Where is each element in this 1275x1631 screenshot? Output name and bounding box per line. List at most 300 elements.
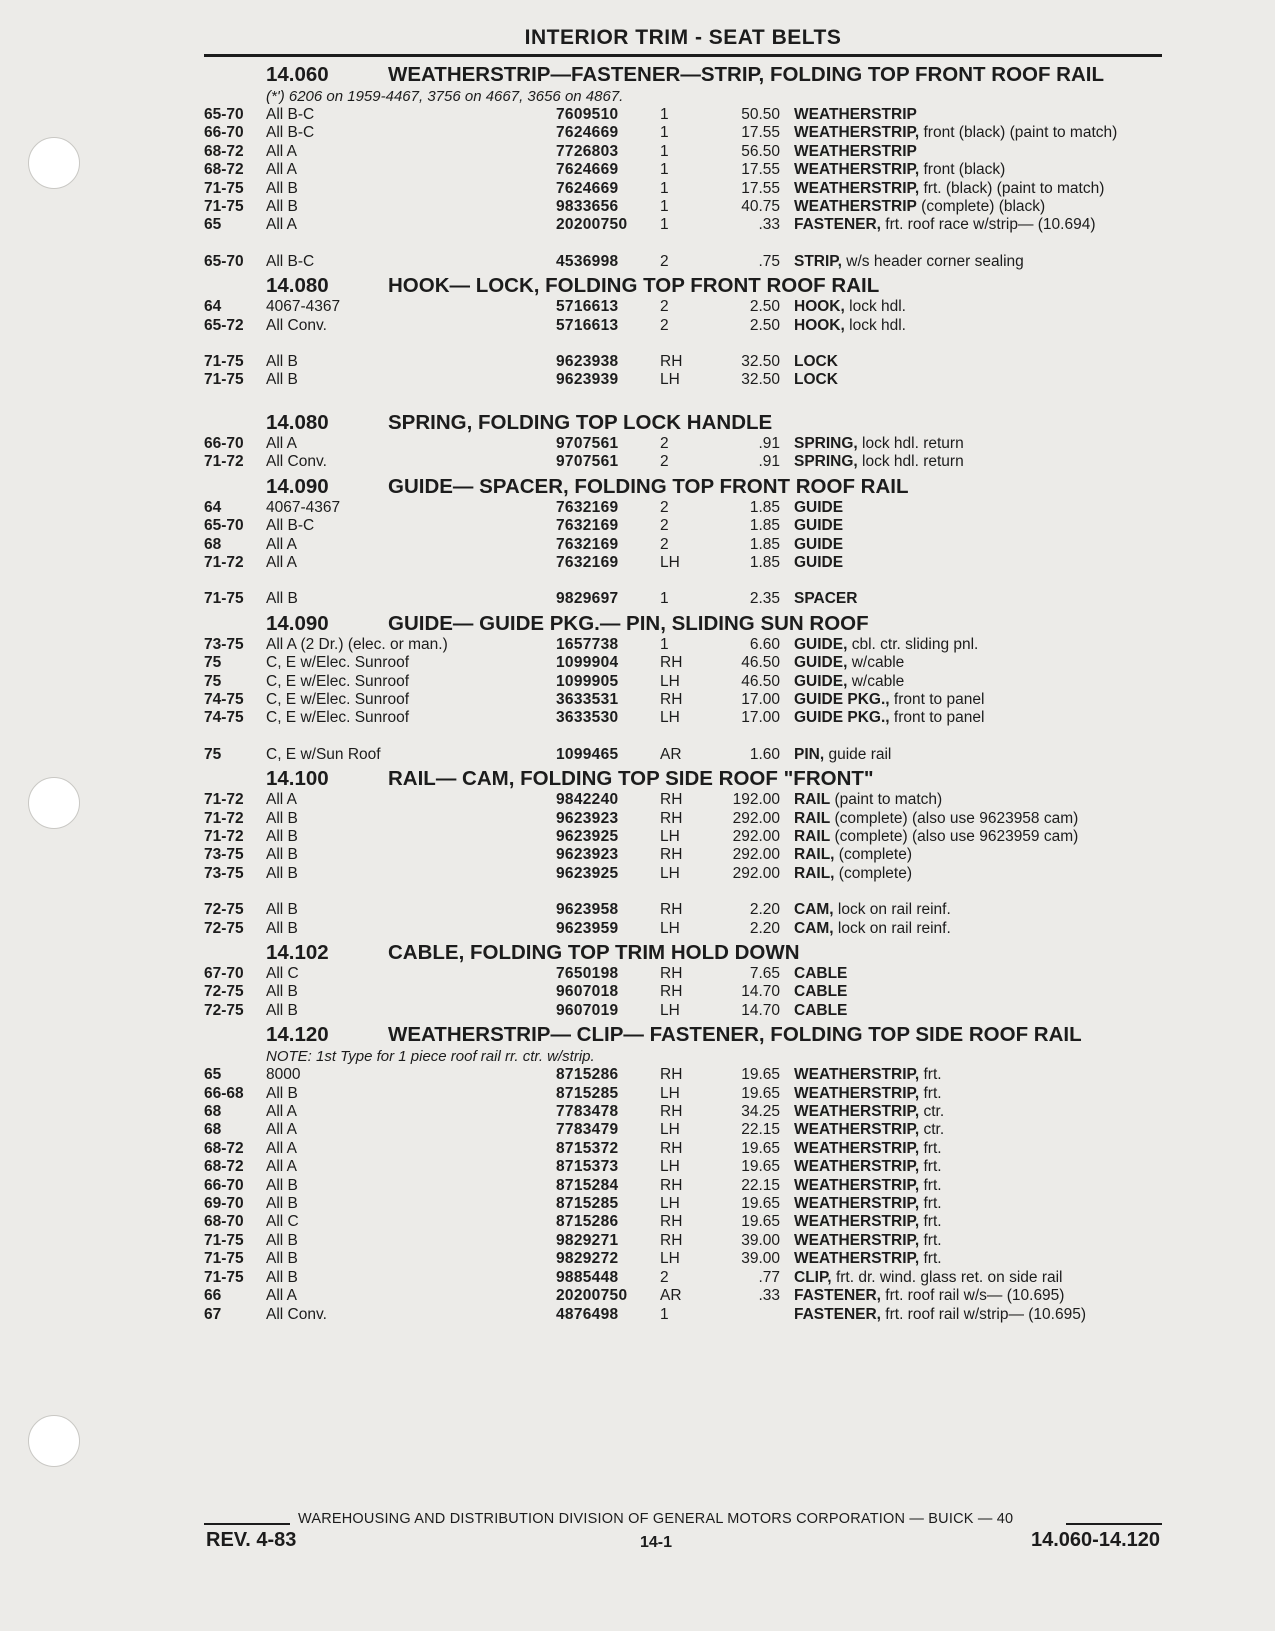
part-name: WEATHERSTRIP, [794,1121,920,1139]
model-code: C, E w/Elec. Sunroof [266,672,410,690]
model-year: 68 [204,535,222,553]
section-number: 14.080 [266,410,329,434]
model-code: All B [266,179,298,197]
part-detail: (complete) [838,846,912,864]
quantity: 2 [660,535,669,553]
price: 2.20 [749,919,780,937]
quantity: LH [660,827,680,845]
part-description [794,709,1162,727]
binder-hole [28,137,80,189]
part-name: WEATHERSTRIP, [794,1176,920,1194]
price: 2.50 [749,298,780,316]
part-description [794,691,1162,709]
section-title: SPRING, FOLDING TOP LOCK HANDLE [388,410,773,434]
quantity: 2 [660,453,669,471]
model-code: C, E w/Elec. Sunroof [266,709,410,727]
part-description [794,536,1162,554]
part-row [204,499,1162,517]
part-name: GUIDE [794,498,844,516]
part-row [204,746,1162,764]
row-spacer [204,335,1162,353]
model-year: 68-72 [204,1139,244,1157]
price: .33 [758,1287,780,1305]
section-heading [204,768,1162,789]
quantity: LH [660,1084,680,1102]
part-row [204,1306,1162,1324]
quantity: 2 [660,252,669,270]
part-description [794,1121,1162,1139]
part-description [794,1195,1162,1213]
model-year: 74-75 [204,709,244,727]
quantity: RH [660,654,683,672]
part-row [204,846,1162,864]
model-year: 72-75 [204,1001,244,1019]
part-row [204,435,1162,453]
part-name: WEATHERSTRIP, [794,1103,920,1121]
price: 56.50 [741,142,780,160]
part-detail: frt. roof rail w/s— (10.695) [885,1287,1065,1305]
part-detail: frt. roof race w/strip— (10.694) [885,216,1096,234]
part-detail: frt. [923,1250,942,1268]
quantity: 1 [660,106,669,123]
section-number: 14.090 [266,474,329,498]
part-number: 7783479 [556,1121,619,1139]
part-number: 1099904 [556,654,619,672]
price: 46.50 [741,672,780,690]
section-title: GUIDE— GUIDE PKG.— PIN, SLIDING SUN ROOF [388,611,869,635]
part-number: 5716613 [556,298,619,316]
price: .33 [758,216,780,234]
part-number: 1099465 [556,745,619,763]
model-code: All B [266,1231,298,1249]
part-name: FASTENER, [794,216,881,234]
part-row [204,901,1162,919]
section-title: HOOK— LOCK, FOLDING TOP FRONT ROOF RAIL [388,274,880,298]
quantity: RH [660,965,683,982]
model-year: 68 [204,1121,222,1139]
part-row [204,453,1162,471]
model-code: All A [266,553,298,571]
part-number: 9607019 [556,1001,619,1019]
model-code: All B [266,1268,298,1286]
part-description [794,435,1162,453]
part-detail: frt. [923,1158,942,1176]
part-number: 9829271 [556,1231,619,1249]
quantity: RH [660,1103,683,1121]
part-detail: (complete) (black) [921,198,1046,216]
quantity: LH [660,1195,680,1213]
model-year: 73-75 [204,635,244,653]
model-code: All A [266,434,298,452]
part-name: WEATHERSTRIP [794,198,917,216]
model-year: 72-75 [204,983,244,1001]
part-name: RAIL, [794,846,835,864]
price: 14.70 [741,1001,780,1019]
footer-publisher: WAREHOUSING AND DISTRIBUTION DIVISION OF GENERAL MOTORS CORPORATION — BUICK — 40 [298,1511,1014,1527]
model-code: All B-C [266,124,315,142]
quantity: RH [660,1176,683,1194]
part-row [204,1177,1162,1195]
model-code: All B [266,827,298,845]
row-spacer [204,235,1162,253]
model-year: 71-75 [204,1268,244,1286]
model-year: 67 [204,1305,222,1323]
part-description [794,1250,1162,1268]
model-code: All B [266,1176,298,1194]
model-code: All B [266,1195,298,1213]
part-number: 3633530 [556,709,619,727]
part-description [794,453,1162,471]
price: 7.65 [749,965,780,982]
part-name: GUIDE [794,517,844,535]
price: 1.60 [749,745,780,763]
part-detail: lock hdl. [849,316,906,334]
part-number: 4536998 [556,252,619,270]
price: 292.00 [732,827,780,845]
model-code: All C [266,1213,299,1231]
part-description [794,1232,1162,1250]
model-code: All A [266,216,298,234]
price: 292.00 [732,846,780,864]
part-row [204,317,1162,335]
part-number: 20200750 [556,1287,628,1305]
part-description [794,1140,1162,1158]
quantity: 1 [660,142,669,160]
part-description [794,846,1162,864]
part-name: WEATHERSTRIP, [794,1139,920,1157]
price: 17.55 [741,179,780,197]
part-description [794,106,1162,124]
model-year: 65 [204,1066,222,1084]
part-number: 3633531 [556,690,619,708]
part-row [204,161,1162,179]
part-detail: ctr. [923,1103,945,1121]
part-row [204,1232,1162,1250]
part-description [794,1287,1162,1305]
model-code: All B-C [266,252,315,270]
part-row [204,1140,1162,1158]
part-detail: frt. (black) (paint to match) [923,179,1105,197]
quantity: 2 [660,434,669,452]
part-description [794,965,1162,983]
part-number: 8715286 [556,1066,619,1084]
part-row [204,1121,1162,1139]
part-row [204,1066,1162,1084]
price: 46.50 [741,654,780,672]
part-description [794,654,1162,672]
catalog-section [204,613,1162,764]
part-number: 5716613 [556,316,619,334]
part-number: 7783478 [556,1103,619,1121]
quantity: RH [660,791,683,809]
part-row [204,517,1162,535]
part-description [794,499,1162,517]
quantity: AR [660,1287,682,1305]
quantity: RH [660,901,683,919]
part-number: 9607018 [556,983,619,1001]
price: 1.85 [749,535,780,553]
model-year: 65-70 [204,106,244,123]
part-description [794,1002,1162,1020]
part-detail: (complete) (also use 9623958 cam) [834,809,1079,827]
part-description [794,517,1162,535]
part-description [794,920,1162,938]
model-year: 71-75 [204,590,244,608]
part-name: LOCK [794,353,838,371]
model-code: All B [266,353,298,371]
price: 32.50 [741,371,780,389]
model-code: All B [266,198,298,216]
model-code: All B [266,371,298,389]
model-code: 8000 [266,1066,301,1084]
part-name: WEATHERSTRIP, [794,124,920,142]
model-code: All A [266,535,298,553]
quantity: AR [660,745,682,763]
section-heading [204,64,1162,85]
model-year: 71-72 [204,809,244,827]
price: .91 [758,434,780,452]
model-year: 73-75 [204,864,244,882]
part-row [204,636,1162,654]
part-description [794,1158,1162,1176]
quantity: 1 [660,216,669,234]
price: 34.25 [741,1103,780,1121]
quantity: RH [660,1231,683,1249]
part-row [204,1269,1162,1287]
part-detail: frt. [923,1213,942,1231]
part-row [204,124,1162,142]
price: 1.85 [749,517,780,535]
model-code: All B [266,590,298,608]
part-name: WEATHERSTRIP, [794,1195,920,1213]
price: 40.75 [741,198,780,216]
section-number: 14.060 [266,63,329,86]
part-row [204,216,1162,234]
model-year: 66-70 [204,434,244,452]
model-year: 68 [204,1103,222,1121]
part-name: FASTENER, [794,1287,881,1305]
model-code: All A [266,161,298,179]
part-number: 7632169 [556,553,619,571]
part-description [794,1306,1162,1324]
quantity: LH [660,1250,680,1268]
price: 19.65 [741,1066,780,1084]
part-detail: frt. [923,1066,942,1084]
model-code: All C [266,965,299,982]
part-row [204,865,1162,883]
part-detail: frt. [923,1176,942,1194]
part-name: RAIL, [794,864,835,882]
model-year: 71-75 [204,353,244,371]
part-number: 7624669 [556,161,619,179]
model-year: 69-70 [204,1195,244,1213]
part-description [794,865,1162,883]
quantity: LH [660,1158,680,1176]
part-name: CLIP, [794,1268,832,1286]
part-row [204,965,1162,983]
part-number: 9842240 [556,791,619,809]
part-description [794,124,1162,142]
part-name: GUIDE PKG., [794,709,890,727]
part-detail: ctr. [923,1121,945,1139]
quantity: RH [660,1139,683,1157]
part-name: SPACER [794,590,858,608]
part-number: 9623959 [556,919,619,937]
part-name: SPRING, [794,434,858,452]
model-year: 65 [204,216,222,234]
part-name: CABLE [794,965,848,982]
model-code: All B [266,983,298,1001]
part-name: WEATHERSTRIP, [794,1066,920,1084]
model-code: All A [266,142,298,160]
quantity: 1 [660,124,669,142]
model-code: All B [266,809,298,827]
row-spacer [204,883,1162,901]
model-code: All B [266,901,298,919]
quantity: RH [660,846,683,864]
model-code: All A (2 Dr.) (elec. or man.) [266,635,448,653]
quantity: RH [660,809,683,827]
footer-rule [1066,1523,1162,1525]
model-year: 71-75 [204,198,244,216]
part-number: 8715285 [556,1195,619,1213]
part-description [794,1103,1162,1121]
section-range: 14.060-14.120 [1030,1529,1160,1551]
part-row [204,691,1162,709]
quantity: 1 [660,161,669,179]
model-year: 65-72 [204,316,244,334]
model-code: All A [266,1121,298,1139]
quantity: 1 [660,198,669,216]
part-description [794,143,1162,161]
model-code: 4067-4367 [266,498,341,516]
part-number: 4876498 [556,1305,619,1323]
part-description [794,636,1162,654]
part-detail: lock hdl. return [862,434,964,452]
section-heading [204,613,1162,634]
quantity: RH [660,690,683,708]
part-row [204,828,1162,846]
part-name: SPRING, [794,453,858,471]
quantity: LH [660,919,680,937]
part-row [204,1002,1162,1020]
price: 6.60 [749,635,780,653]
part-name: STRIP, [794,252,842,270]
part-detail: frt. [923,1084,942,1102]
quantity: LH [660,709,680,727]
model-code: C, E w/Sun Roof [266,745,381,763]
part-description [794,901,1162,919]
part-number: 9833656 [556,198,619,216]
part-row [204,654,1162,672]
price: 292.00 [732,864,780,882]
part-number: 8715285 [556,1084,619,1102]
price: 292.00 [732,809,780,827]
price: 19.65 [741,1213,780,1231]
model-code: All A [266,1139,298,1157]
section-heading [204,942,1162,963]
part-description [794,298,1162,316]
part-row [204,983,1162,1001]
model-year: 68-70 [204,1213,244,1231]
part-detail: w/s header corner sealing [846,252,1024,270]
section-note: (*') 6206 on 1959-4467, 3756 on 4667, 3656 on 4867. [266,88,624,105]
section-heading [204,412,1162,433]
part-description [794,590,1162,608]
quantity: LH [660,1121,680,1139]
price: 1.85 [749,553,780,571]
binder-hole [28,777,80,829]
section-title: GUIDE— SPACER, FOLDING TOP FRONT ROOF RAIL [388,474,909,498]
part-name: GUIDE, [794,635,848,653]
part-name: PIN, [794,745,825,763]
price: 2.20 [749,901,780,919]
part-description [794,828,1162,846]
model-year: 71-75 [204,1231,244,1249]
section-heading [204,275,1162,296]
model-code: All B-C [266,517,315,535]
part-number: 9829697 [556,590,619,608]
part-name: CAM, [794,901,834,919]
page-number: 14-1 [640,1534,673,1551]
part-row [204,198,1162,216]
part-row [204,920,1162,938]
part-detail: lock on rail reinf. [837,919,951,937]
part-detail: front to panel [893,690,985,708]
part-description [794,253,1162,271]
model-code: All B [266,1001,298,1019]
part-name: RAIL [794,791,831,809]
part-detail: frt. [923,1139,942,1157]
part-number: 9623939 [556,371,619,389]
quantity: 2 [660,316,669,334]
part-name: WEATHERSTRIP, [794,1084,920,1102]
model-code: All A [266,791,298,809]
model-year: 71-75 [204,179,244,197]
part-row [204,353,1162,371]
part-row [204,1085,1162,1103]
model-code: All Conv. [266,316,327,334]
model-year: 66-70 [204,1176,244,1194]
model-year: 75 [204,654,222,672]
section-heading [204,1024,1162,1045]
part-row [204,298,1162,316]
part-number: 8715373 [556,1158,619,1176]
catalog-section [204,412,1162,472]
model-code: All A [266,1103,298,1121]
model-year: 74-75 [204,690,244,708]
part-name: RAIL [794,809,831,827]
model-year: 72-75 [204,901,244,919]
model-year: 68-72 [204,142,244,160]
price: 39.00 [741,1250,780,1268]
section-number: 14.100 [266,767,329,791]
model-year: 66-68 [204,1084,244,1102]
page-title: INTERIOR TRIM - SEAT BELTS [524,26,842,49]
model-code: C, E w/Elec. Sunroof [266,654,410,672]
part-number: 7726803 [556,142,619,160]
part-description [794,353,1162,371]
part-name: WEATHERSTRIP, [794,161,920,179]
part-detail: frt. [923,1195,942,1213]
part-row [204,106,1162,124]
section-number: 14.102 [266,941,329,964]
catalog-section [204,64,1162,271]
part-row [204,1250,1162,1268]
price: 17.55 [741,161,780,179]
row-spacer [204,572,1162,590]
catalog-section [204,942,1162,1020]
